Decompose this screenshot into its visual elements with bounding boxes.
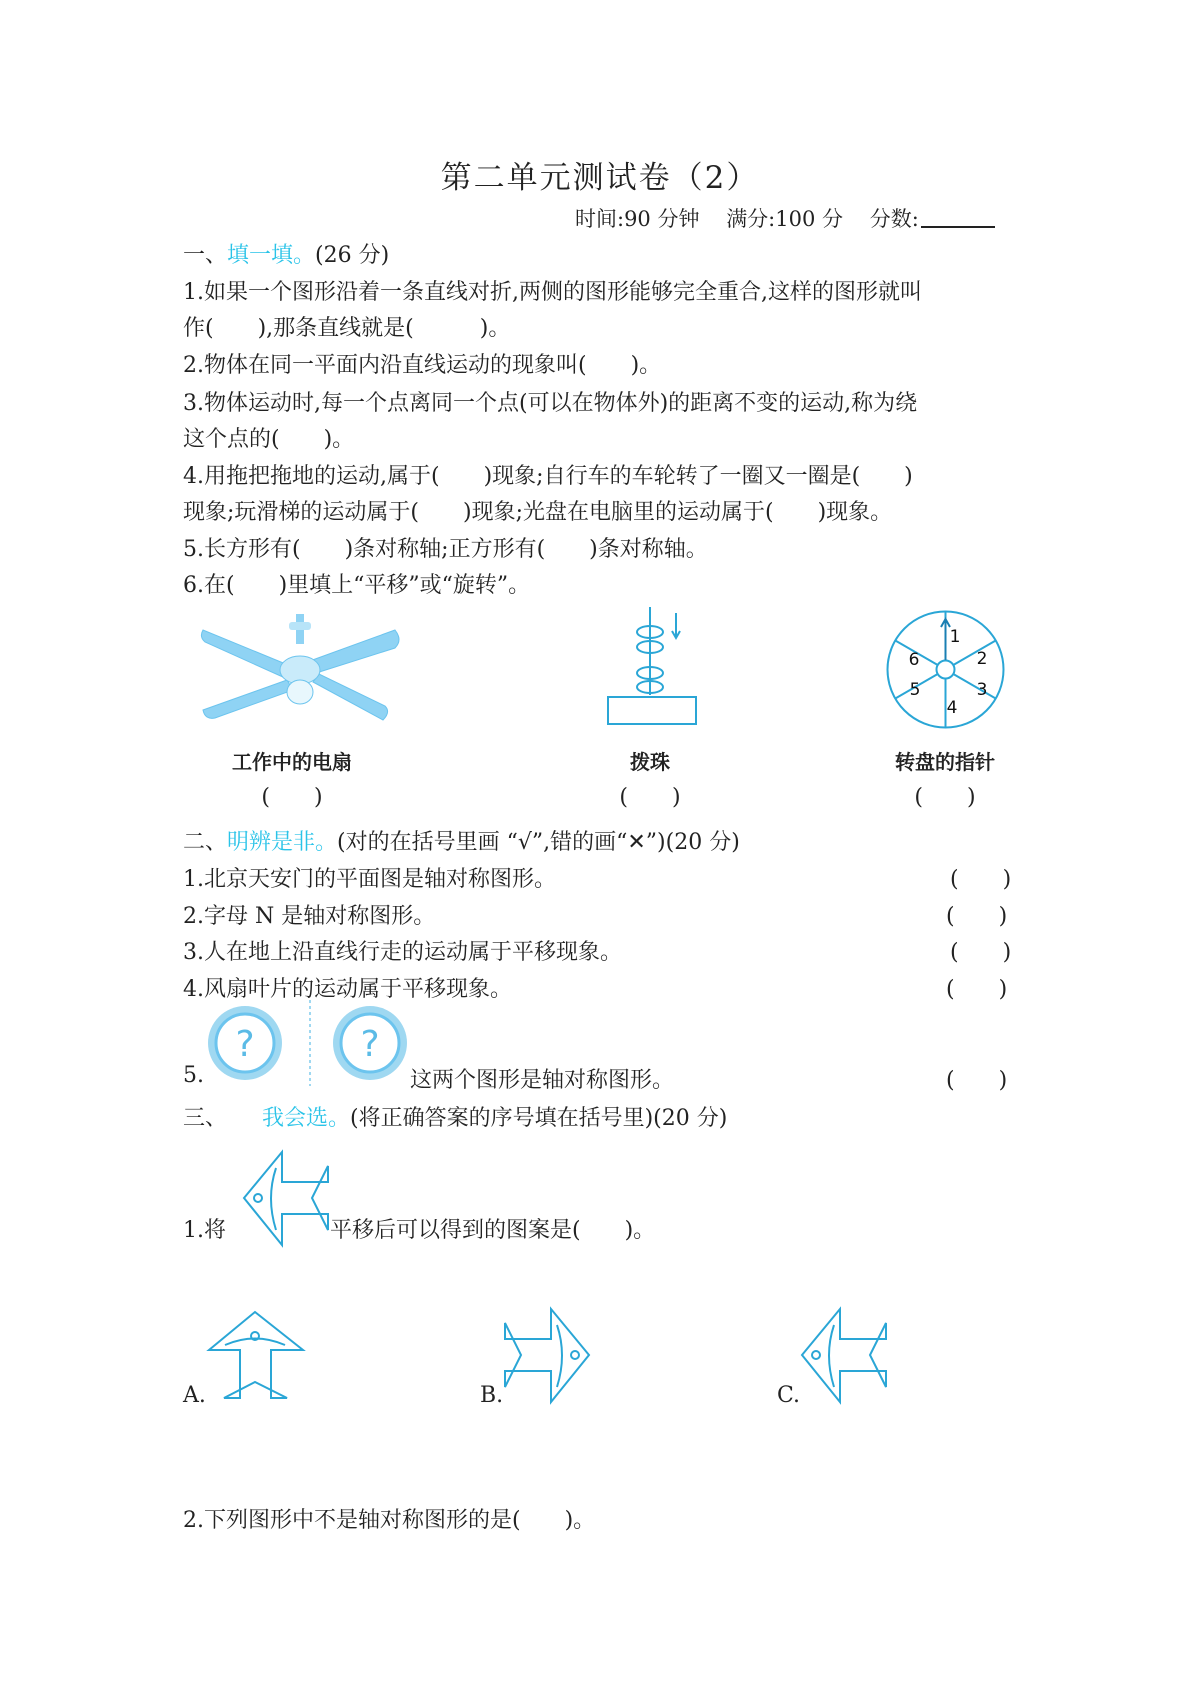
section-name: 填一填。 bbox=[227, 243, 316, 268]
tf-item-4: 4.风扇叶片的运动属于平移现象。 bbox=[183, 977, 512, 1002]
fish-arrow-right-icon[interactable] bbox=[503, 1307, 593, 1405]
full-score: 满分:100 分 bbox=[726, 207, 844, 231]
wheel-label-2: 2 bbox=[976, 649, 988, 669]
q1-prefix: 1.将 bbox=[183, 1218, 226, 1243]
s1-line-5: 这个点的( )。 bbox=[183, 427, 355, 452]
s1-line-6: 4.用拖把拖地的运动,属于( )现象;自行车的车轮转了一圈又一圈是( ) bbox=[183, 464, 913, 489]
section-points: (26 分) bbox=[315, 243, 390, 268]
option-b-label[interactable]: B. bbox=[480, 1383, 504, 1408]
figure-caption-abacus: 拨珠 bbox=[630, 750, 670, 774]
tf-item-3: 3.人在地上沿直线行走的运动属于平移现象。 bbox=[183, 940, 622, 965]
tf-answer-4[interactable]: ( ) bbox=[946, 977, 1008, 1002]
option-c-label[interactable]: C. bbox=[777, 1383, 801, 1408]
tf-answer-3[interactable]: ( ) bbox=[950, 940, 1012, 965]
wheel-label-4: 4 bbox=[946, 698, 958, 718]
s1-line-3: 2.物体在同一平面内沿直线运动的现象叫( )。 bbox=[183, 353, 662, 378]
fish-arrow-left-option-icon[interactable] bbox=[800, 1307, 890, 1405]
section-number: 一、 bbox=[183, 243, 228, 268]
page-title: 第二单元测试卷（2） bbox=[440, 160, 760, 196]
tf-answer-2[interactable]: ( ) bbox=[946, 904, 1008, 929]
wheel-label-3: 3 bbox=[976, 680, 988, 700]
option-a-label[interactable]: A. bbox=[183, 1383, 206, 1408]
wheel-label-5: 5 bbox=[909, 680, 921, 700]
question-mark-left: ? bbox=[235, 1024, 255, 1065]
s1-line-1: 1.如果一个图形沿着一条直线对折,两侧的图形能够完全重合,这样的图形就叫 bbox=[183, 280, 922, 305]
question-mark-right: ? bbox=[360, 1024, 380, 1065]
dashed-axis-icon bbox=[308, 1000, 312, 1086]
s1-line-2: 作( ),那条直线就是( )。 bbox=[183, 316, 511, 341]
section3-heading bbox=[183, 1101, 727, 1132]
abacus-bead-icon bbox=[600, 605, 700, 730]
question-circle-left-icon bbox=[205, 1003, 285, 1083]
section-instruction: (对的在括号里画 “√”,错的画“✕”)(20 分) bbox=[337, 830, 740, 855]
section-number: 二、 bbox=[183, 830, 228, 855]
section2-heading bbox=[183, 825, 740, 856]
time-limit: 时间:90 分钟 bbox=[575, 207, 700, 231]
question-circle-right-icon bbox=[330, 1003, 410, 1083]
s1-line-7: 现象;玩滑梯的运动属于( )现象;光盘在电脑里的运动属于( )现象。 bbox=[183, 500, 893, 525]
score-blank[interactable] bbox=[921, 206, 995, 228]
answer-blank-abacus[interactable]: ( ) bbox=[619, 785, 681, 810]
exam-meta bbox=[575, 203, 995, 233]
section-name: 明辨是非。 bbox=[227, 830, 338, 855]
tf-item-2: 2.字母 N 是轴对称图形。 bbox=[183, 904, 436, 929]
tf-item-5-number: 5. bbox=[183, 1063, 204, 1088]
fish-arrow-up-icon[interactable] bbox=[207, 1310, 307, 1402]
spinner-wheel-icon bbox=[883, 607, 1008, 732]
tf-answer-5[interactable]: ( ) bbox=[946, 1068, 1008, 1093]
section-name: 我会选。 bbox=[261, 1106, 350, 1131]
s1-line-8: 5.长方形有( )条对称轴;正方形有( )条对称轴。 bbox=[183, 537, 708, 562]
score-label: 分数: bbox=[869, 207, 919, 231]
wheel-label-1: 1 bbox=[949, 627, 961, 647]
fish-arrow-left-icon bbox=[242, 1150, 332, 1255]
tf-item-1: 1.北京天安门的平面图是轴对称图形。 bbox=[183, 867, 556, 892]
wheel-label-6: 6 bbox=[908, 650, 920, 670]
section1-heading bbox=[183, 238, 389, 269]
tf-item-5: 这两个图形是轴对称图形。 bbox=[410, 1068, 675, 1093]
q1-text: 平移后可以得到的图案是( )。 bbox=[330, 1218, 656, 1243]
figure-caption-wheel: 转盘的指针 bbox=[895, 750, 995, 774]
tf-answer-1[interactable]: ( ) bbox=[950, 867, 1012, 892]
s1-line-9: 6.在( )里填上“平移”或“旋转”。 bbox=[183, 573, 531, 598]
s1-line-4: 3.物体运动时,每一个点离同一个点(可以在物体外)的距离不变的运动,称为绕 bbox=[183, 391, 918, 416]
answer-blank-wheel[interactable]: ( ) bbox=[914, 785, 976, 810]
section-instruction: (将正确答案的序号填在括号里)(20 分) bbox=[350, 1106, 728, 1131]
section-number: 三、 bbox=[183, 1106, 228, 1131]
q2-text: 2.下列图形中不是轴对称图形的是( )。 bbox=[183, 1508, 596, 1533]
answer-blank-fan[interactable]: ( ) bbox=[261, 785, 323, 810]
figure-caption-fan: 工作中的电扇 bbox=[232, 750, 352, 774]
ceiling-fan-icon bbox=[195, 612, 410, 732]
